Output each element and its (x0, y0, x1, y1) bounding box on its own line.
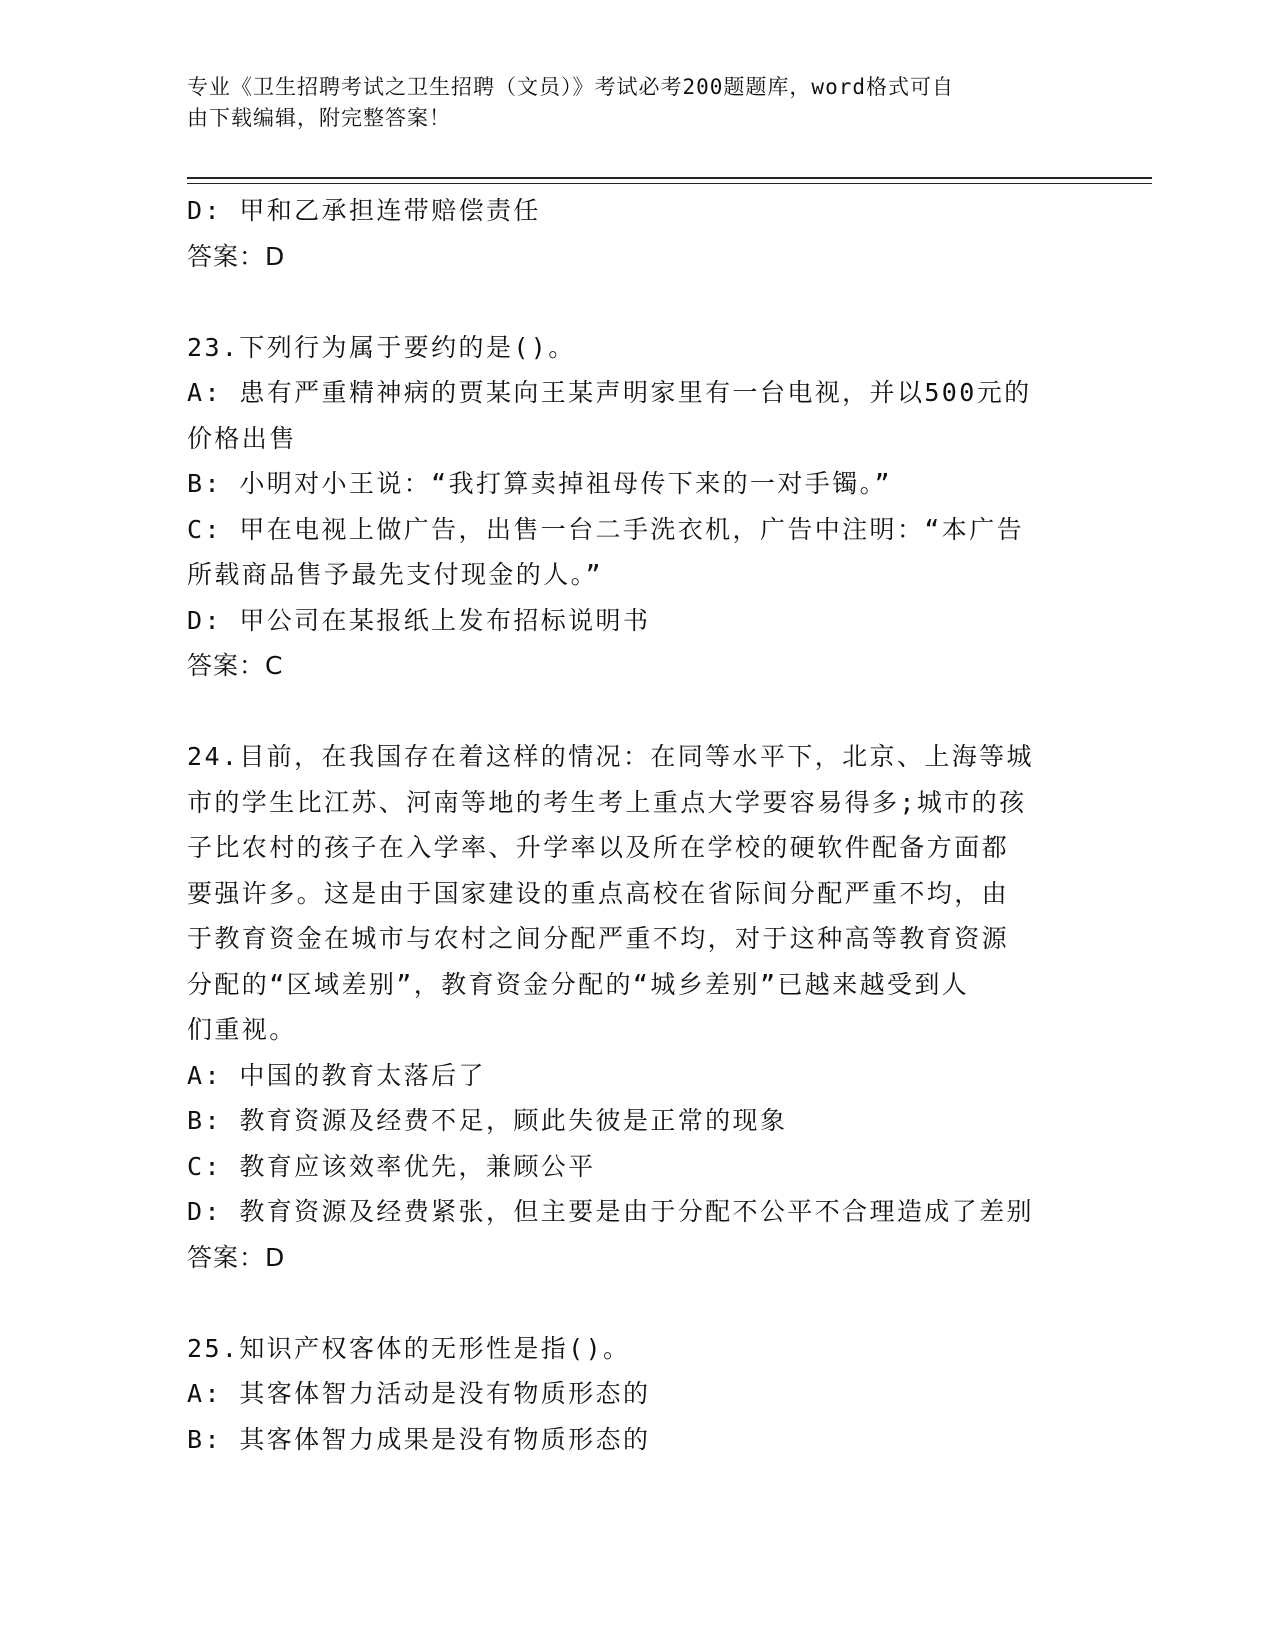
option-a: A: 其客体智力活动是没有物质形态的 (187, 1379, 651, 1408)
document-body (187, 188, 1087, 1462)
option-c: C: 教育应该效率优先，兼顾公平 (187, 1151, 596, 1181)
question-text: 25.知识产权客体的无形性是指()。 (187, 1333, 631, 1363)
question-text-line: 分配的“区域差别”，教育资金分配的“城乡差别”已越来越受到人 (187, 969, 970, 999)
answer: 答案：C (187, 651, 284, 680)
option-d: D: 教育资源及经费紧张，但主要是由于分配不公平不合理造成了差别 (187, 1197, 1034, 1226)
option-a: A: 患有严重精神病的贾某向王某声明家里有一台电视，并以500元的 (187, 378, 1032, 407)
question-text-line: 子比农村的孩子在入学率、升学率以及所在学校的硬软件配备方面都 (187, 833, 1010, 862)
question-22 (187, 188, 1087, 279)
question-text-line: 市的学生比江苏、河南等地的考生考上重点大学要容易得多;城市的孩 (187, 787, 1027, 817)
option-d: D: 甲和乙承担连带赔偿责任 (187, 196, 541, 225)
question-text: 23.下列行为属于要约的是()。 (187, 332, 576, 362)
option-b: B: 小明对小王说：“我打算卖掉祖母传下来的一对手镯。” (187, 469, 892, 498)
spacer (187, 279, 1087, 325)
option-c-continued: 所载商品售予最先支付现金的人。” (187, 560, 603, 589)
option-a-continued: 价格出售 (187, 423, 297, 453)
page-header (187, 72, 1067, 134)
answer: 答案：D (187, 241, 286, 271)
question-24 (187, 734, 1087, 1280)
question-25 (187, 1326, 1087, 1463)
question-text-line: 们重视。 (187, 1015, 297, 1044)
option-b: B: 教育资源及经费不足，顾此失彼是正常的现象 (187, 1106, 788, 1135)
header-divider (187, 177, 1152, 179)
question-text-line: 于教育资金在城市与农村之间分配严重不均，对于这种高等教育资源 (187, 924, 1010, 953)
question-23 (187, 325, 1087, 689)
question-text-line: 要强许多。这是由于国家建设的重点高校在省际间分配严重不均，由 (187, 878, 1010, 908)
spacer (187, 1280, 1087, 1326)
header-divider-thin (187, 183, 1152, 184)
header-line-2: 由下载编辑，附完整答案！ (187, 106, 451, 130)
option-b: B: 其客体智力成果是没有物质形态的 (187, 1424, 651, 1454)
header-line-1: 专业《卫生招聘考试之卫生招聘（文员）》考试必考200题题库，word格式可自 (187, 75, 954, 99)
question-text-line: 24.目前，在我国存在着这样的情况：在同等水平下，北京、上海等城 (187, 742, 1034, 771)
answer: 答案：D (187, 1242, 286, 1272)
spacer (187, 689, 1087, 735)
option-a: A: 中国的教育太落后了 (187, 1060, 486, 1090)
option-d: D: 甲公司在某报纸上发布招标说明书 (187, 605, 651, 635)
option-c: C: 甲在电视上做广告，出售一台二手洗衣机，广告中注明：“本广告 (187, 514, 1025, 544)
